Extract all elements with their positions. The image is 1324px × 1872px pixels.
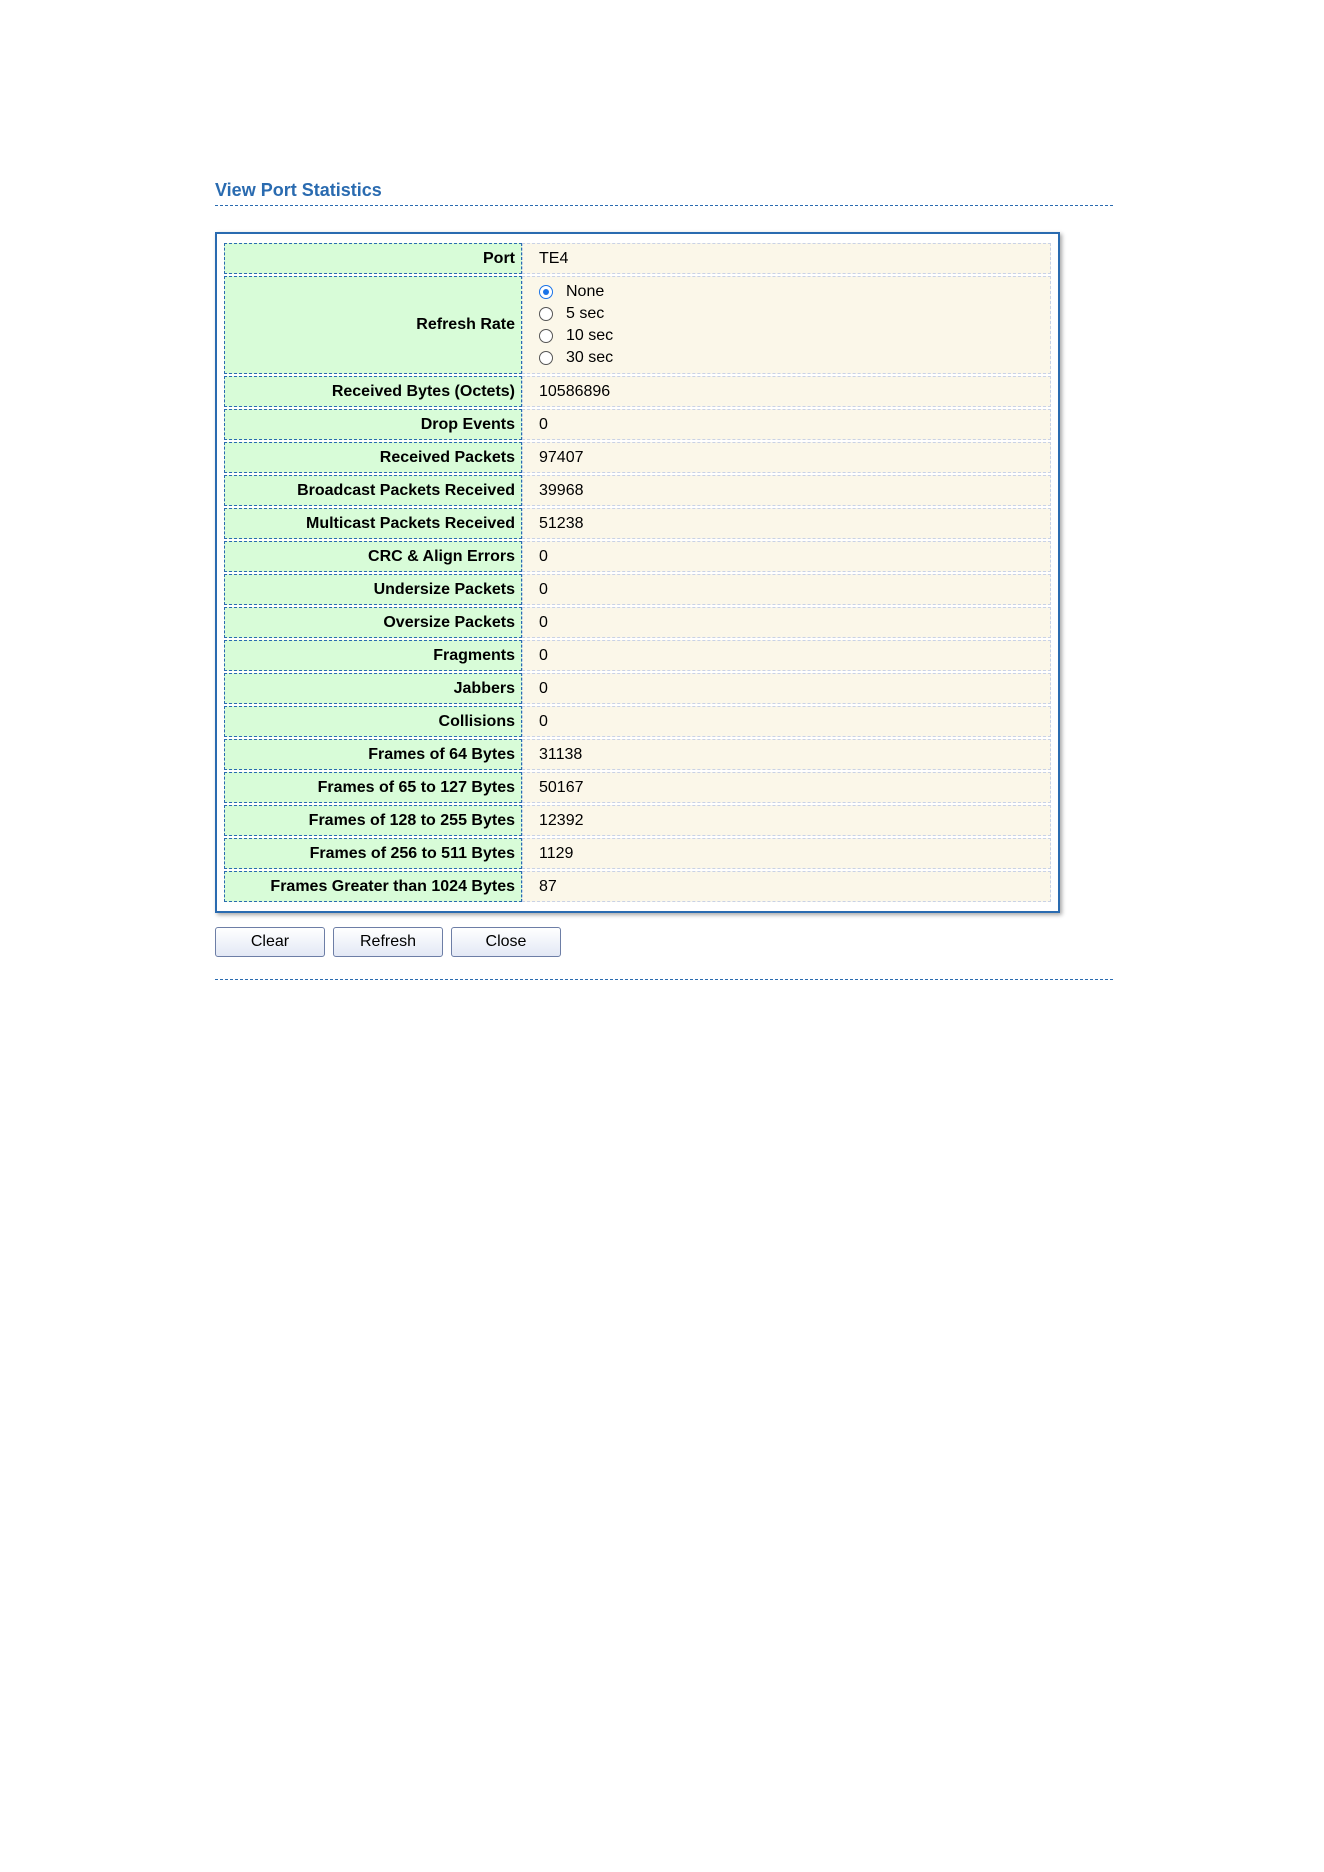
port-value: TE4: [522, 243, 1051, 274]
radio-10-sec-label: 10 sec: [566, 327, 614, 344]
refresh-option-30-sec[interactable]: [539, 347, 1044, 369]
stat-label: Collisions: [224, 706, 522, 737]
table-row: [224, 706, 1051, 737]
stat-value: 0: [522, 706, 1051, 737]
table-row: [224, 640, 1051, 671]
stat-label: Frames of 64 Bytes: [224, 739, 522, 770]
table-row: [224, 673, 1051, 704]
stat-value: 1129: [522, 838, 1051, 869]
table-row: [224, 442, 1051, 473]
refresh-rate-label: Refresh Rate: [224, 276, 522, 374]
table-row: [224, 541, 1051, 572]
stat-value: 50167: [522, 772, 1051, 803]
table-row: [224, 376, 1051, 407]
refresh-option-none[interactable]: [539, 281, 1044, 303]
stat-label: Undersize Packets: [224, 574, 522, 605]
stat-label: Frames of 65 to 127 Bytes: [224, 772, 522, 803]
stat-label: Broadcast Packets Received: [224, 475, 522, 506]
stat-label: Jabbers: [224, 673, 522, 704]
refresh-option-5-sec[interactable]: [539, 303, 1044, 325]
stat-label: Multicast Packets Received: [224, 508, 522, 539]
table-row: [224, 475, 1051, 506]
button-bar: [215, 927, 1113, 957]
stat-value: 10586896: [522, 376, 1051, 407]
table-row: [224, 805, 1051, 836]
radio-10-sec[interactable]: [539, 329, 553, 343]
stat-value: 0: [522, 541, 1051, 572]
stat-label: Received Packets: [224, 442, 522, 473]
port-label: Port: [224, 243, 522, 274]
statistics-table: [224, 241, 1051, 904]
stat-value: 51238: [522, 508, 1051, 539]
stat-label: Frames of 128 to 255 Bytes: [224, 805, 522, 836]
table-row: [224, 838, 1051, 869]
port-statistics-panel: [215, 176, 1113, 980]
bottom-divider: [215, 979, 1113, 980]
radio-none[interactable]: [539, 285, 553, 299]
table-row: [224, 409, 1051, 440]
radio-5-sec-label: 5 sec: [566, 305, 605, 322]
stat-label: Frames of 256 to 511 Bytes: [224, 838, 522, 869]
stat-label: Fragments: [224, 640, 522, 671]
table-row: [224, 574, 1051, 605]
table-row: [224, 508, 1051, 539]
stat-value: 0: [522, 409, 1051, 440]
stat-label: Drop Events: [224, 409, 522, 440]
page-title: View Port Statistics: [215, 176, 1113, 206]
radio-30-sec-label: 30 sec: [566, 349, 614, 366]
clear-button[interactable]: Clear: [215, 927, 325, 957]
stat-value: 97407: [522, 442, 1051, 473]
stat-value: 0: [522, 640, 1051, 671]
stat-label: Oversize Packets: [224, 607, 522, 638]
statistics-table-frame: [215, 232, 1060, 913]
stat-value: 12392: [522, 805, 1051, 836]
radio-30-sec[interactable]: [539, 351, 553, 365]
stat-label: Frames Greater than 1024 Bytes: [224, 871, 522, 902]
stat-value: 0: [522, 673, 1051, 704]
radio-none-label: None: [566, 283, 605, 300]
refresh-option-10-sec[interactable]: [539, 325, 1044, 347]
close-button[interactable]: Close: [451, 927, 561, 957]
table-row: [224, 607, 1051, 638]
table-row-refresh-rate: [224, 276, 1051, 374]
stat-label: Received Bytes (Octets): [224, 376, 522, 407]
table-row: [224, 739, 1051, 770]
table-row-port: [224, 243, 1051, 274]
refresh-rate-options: [522, 276, 1051, 374]
table-row: [224, 871, 1051, 902]
refresh-rate-radio-group: [539, 277, 1044, 373]
table-row: [224, 772, 1051, 803]
refresh-button[interactable]: Refresh: [333, 927, 443, 957]
stat-value: 0: [522, 607, 1051, 638]
radio-5-sec[interactable]: [539, 307, 553, 321]
stat-value: 87: [522, 871, 1051, 902]
stat-value: 39968: [522, 475, 1051, 506]
stat-value: 0: [522, 574, 1051, 605]
stat-value: 31138: [522, 739, 1051, 770]
stat-label: CRC & Align Errors: [224, 541, 522, 572]
